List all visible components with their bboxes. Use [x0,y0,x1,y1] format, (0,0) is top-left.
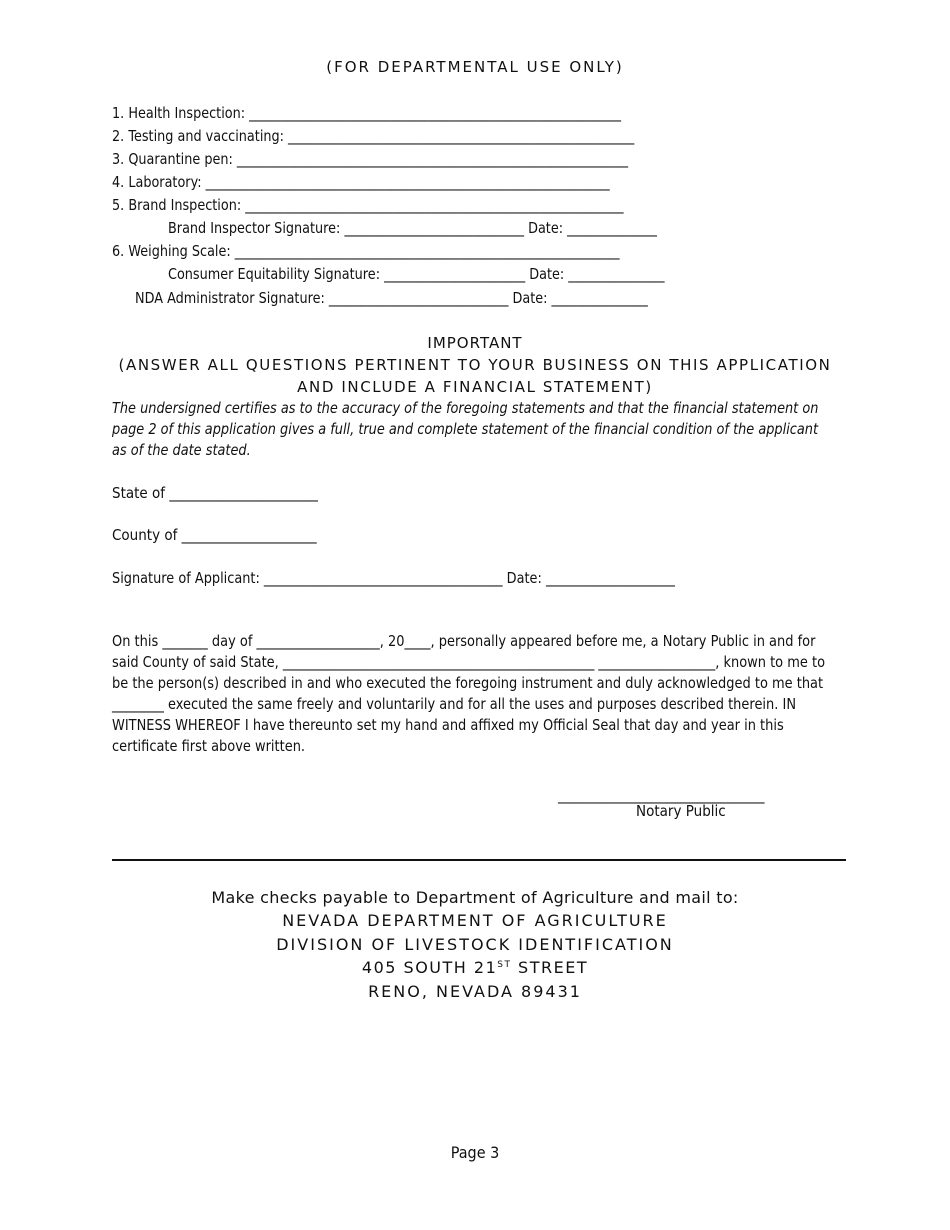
brand-inspector-signature-line[interactable]: Brand Inspector Signature: ____________________________ Date: ______________ [168,219,657,237]
notary-acknowledgment-paragraph: On this _______ day of ___________________, 20____, personally appeared before me, a Notary Public in and for said County of said State, ________________________________________________ __________________, known to me to be the person(s) described in and who executed the foregoing instrument and duly acknowledged to me that ________ executed the same freely and voluntarily and for all the uses and purposes described therein. IN WITNESS WHEREOF I have thereunto set my hand and affixed my Official Seal that day and year in this certificate first above written. [112,632,826,755]
consumer-equitability-signature-line[interactable]: Consumer Equitability Signature: ______________________ Date: _______________ [168,265,665,283]
important-instruction-line-2: AND INCLUDE A FINANCIAL STATEMENT) [297,378,653,396]
quarantine-pen-line[interactable]: 3. Quarantine pen: _____________________________________________________________ [112,150,629,168]
street-ordinal-suffix: ST [497,960,512,970]
important-title: IMPORTANT [427,334,523,352]
important-instruction-line-1: (ANSWER ALL QUESTIONS PERTINENT TO YOUR BUSINESS ON THIS APPLICATION [118,356,832,374]
mailing-division: DIVISION OF LIVESTOCK IDENTIFICATION [276,935,674,954]
street-number: 405 SOUTH 21 [361,958,498,977]
street-name: STREET [511,958,589,977]
testing-vaccinating-line[interactable]: 2. Testing and vaccinating: ______________________________________________________ [112,127,635,145]
notary-signature-line[interactable]: ________________________________ [558,786,765,804]
certification-statement: The undersigned certifies as to the accuracy of the foregoing statements and that the financial statement on page 2 of this application gives a full, true and complete statement of the financial condition of the applicant as of the date stated. [112,399,819,459]
mailing-city: RENO, NEVADA 89431 [368,982,582,1001]
mailing-street [0,958,950,977]
page-number: Page 3 [450,1143,500,1162]
health-inspection-line[interactable]: 1. Health Inspection: __________________________________________________________ [112,104,622,122]
weighing-scale-line[interactable]: 6. Weighing Scale: ____________________________________________________________ [112,242,620,260]
nda-administrator-signature-line[interactable]: NDA Administrator Signature: ____________________________ Date: _______________ [135,289,648,307]
applicant-signature-field[interactable]: Signature of Applicant: _____________________________________ Date: ____________________ [112,569,675,587]
section-divider [112,859,846,861]
mailing-department: NEVADA DEPARTMENT OF AGRICULTURE [282,911,668,930]
brand-inspection-line[interactable]: 5. Brand Inspection: ___________________________________________________________ [112,196,624,214]
notary-public-label: Notary Public [636,802,726,820]
state-of-field[interactable]: State of ______________________ [112,484,318,502]
laboratory-line[interactable]: 4. Laboratory: _______________________________________________________________ [112,173,610,191]
county-of-field[interactable]: County of ____________________ [112,526,317,544]
mailing-instruction: Make checks payable to Department of Agriculture and mail to: [211,888,739,907]
departmental-use-heading: (FOR DEPARTMENTAL USE ONLY) [326,58,624,76]
